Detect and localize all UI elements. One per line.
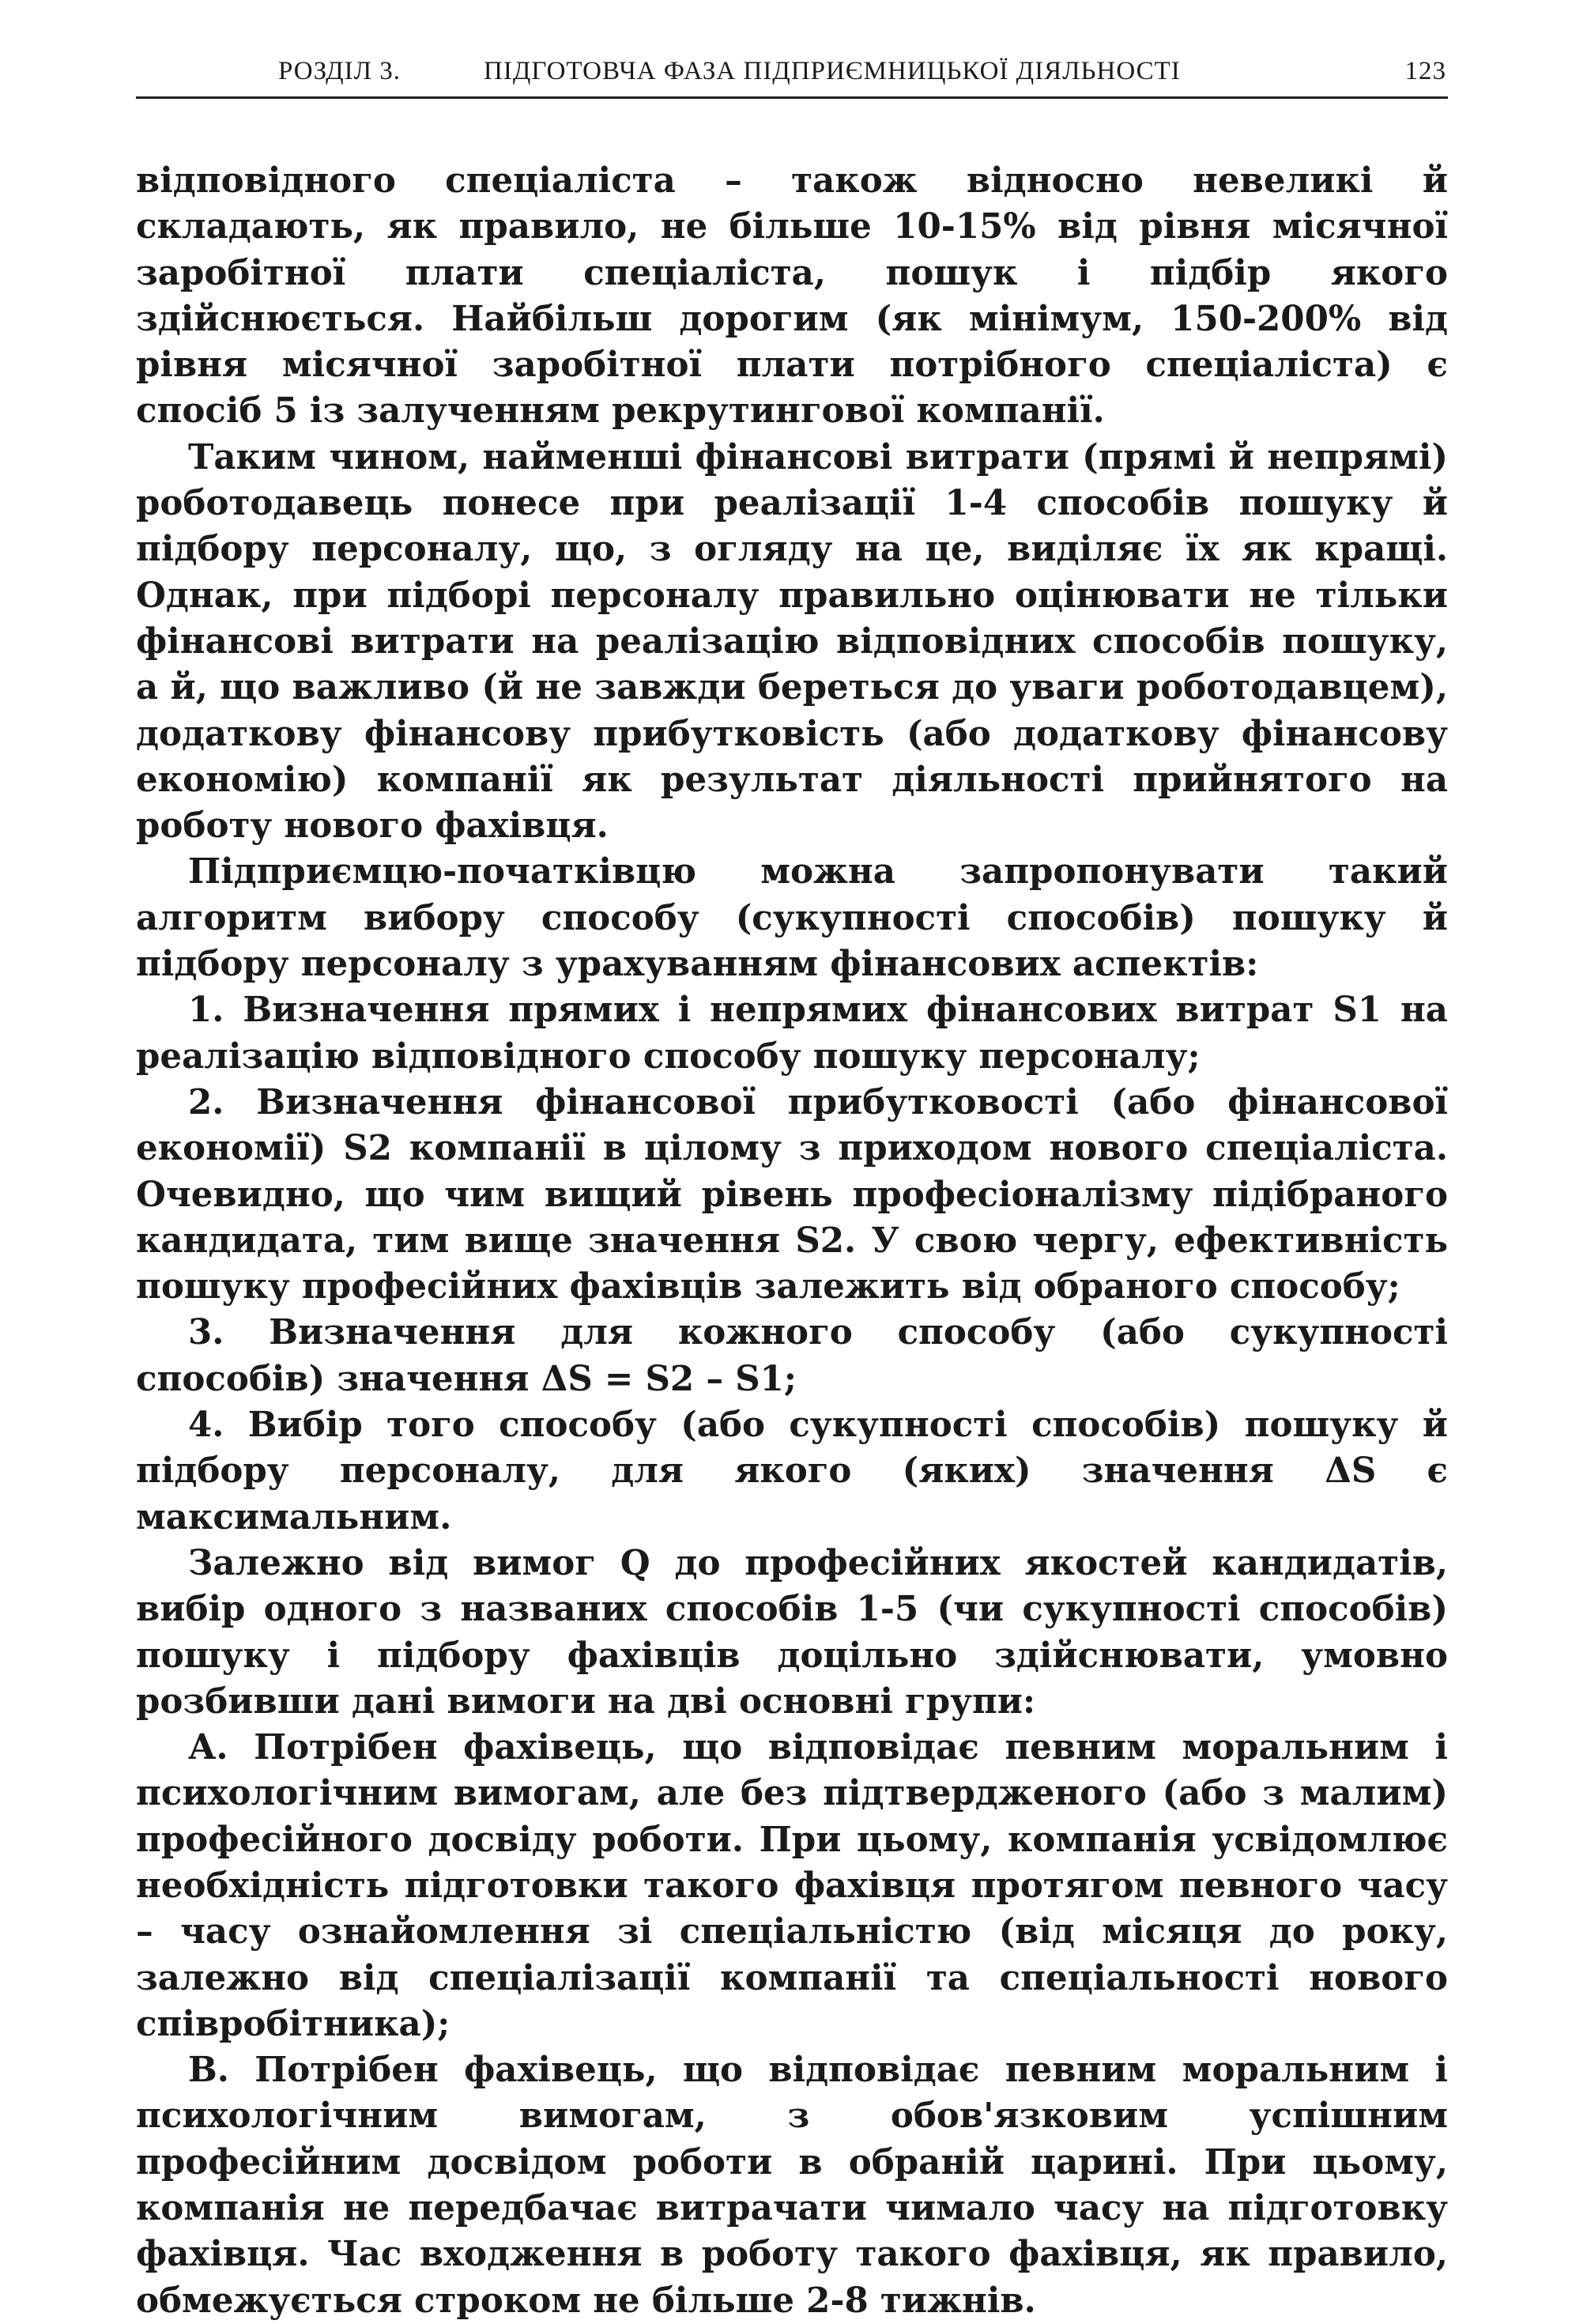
list-item: 1. Визначення прямих і непрямих фінансових витрат S1 на реалізацію відповідного способу пошуку персоналу;: [136, 990, 1448, 1077]
list-item: А. Потрібен фахівець, що відповідає певним моральним і психологічним вимогам, але без підтвердженого (або з малим) професійного досвіду роботи. При цьому, компанія усвідомлює необхідність підготовки такого фахівця протягом певного часу – часу ознайомлення зі спеціальністю (від місяця до року, залежно від спеціалізації компанії та спеціальності нового співробітника);: [136, 1727, 1448, 2044]
list-item: В. Потрібен фахівець, що відповідає певним моральним і психологічним вимогам, з обов'язковим успішним професійним досвідом роботи в обраній царині. При цьому, компанія не передбачає витрачати чимало часу на підготовку фахівця. Час входження в роботу такого фахівця, як правило, обмежується строком не більше 2-8 тижнів.: [136, 2050, 1448, 2321]
paragraph: відповідного спеціаліста – також відносно невеликі й складають, як правило, не більше 10-15% від рівня місячної заробітної плати спеціаліста, пошук і підбір якого здійснюється. Найбільш дорогим (як мінімум, 150-200% від рівня місячної заробітної плати потрібного спеціаліста) є спосіб 5 із залученням рекрутингової компанії.: [136, 160, 1448, 432]
body-text: [136, 158, 1448, 2324]
list-item: 2. Визначення фінансової прибутковості (або фінансової економії) S2 компанії в цілому з приходом нового спеціаліста. Очевидно, що чим вищий рівень професіоналізму підібраного кандидата, тим вище значення S2. У свою чергу, ефективність пошуку професійних фахівців залежить від обраного способу;: [136, 1081, 1448, 1307]
paragraph: Таким чином, найменші фінансові витрати (прямі й непрямі) роботодавець понесе при реалізації 1-4 способів пошуку й підбору персоналу, що, з огляду на це, виділяє їх як кращі. Однак, при підборі персоналу правильно оцінювати не тільки фінансові витрати на реалізацію відповідних способів пошуку, а й, що важливо (й не завжди береться до уваги роботодавцем), додаткову фінансову прибутковість (або додаткову фінансову економію) компанії як результат діяльності прийнятого на роботу нового фахівця.: [136, 436, 1448, 847]
paragraph: Підприємцю-початківцю можна запропонувати такий алгоритм вибору способу (сукупності способів) пошуку й підбору персоналу з урахуванням фінансових аспектів:: [136, 851, 1448, 985]
paragraph: Залежно від вимог Q до професійних якостей кандидатів, вибір одного з названих способів 1-5 (чи сукупності способів) пошуку і підбору фахівців доцільно здійснювати, умовно розбивши дані вимоги на дві основні групи:: [136, 1542, 1448, 1722]
header-section-label: РОЗДІЛ 3.: [278, 57, 401, 85]
list-item: 3. Визначення для кожного способу (або сукупності способів) значення ΔS = S2 – S1;: [136, 1312, 1448, 1399]
running-header: [136, 49, 1448, 99]
page-number: 123: [1404, 57, 1446, 85]
list-item: 4. Вибір того способу (або сукупності способів) пошуку й підбору персоналу, для якого (яких) значення ΔS є максимальним.: [136, 1405, 1448, 1537]
header-chapter-title: ПІДГОТОВЧА ФАЗА ПІДПРИЄМНИЦЬКОЇ ДІЯЛЬНОСТІ: [484, 57, 1181, 85]
